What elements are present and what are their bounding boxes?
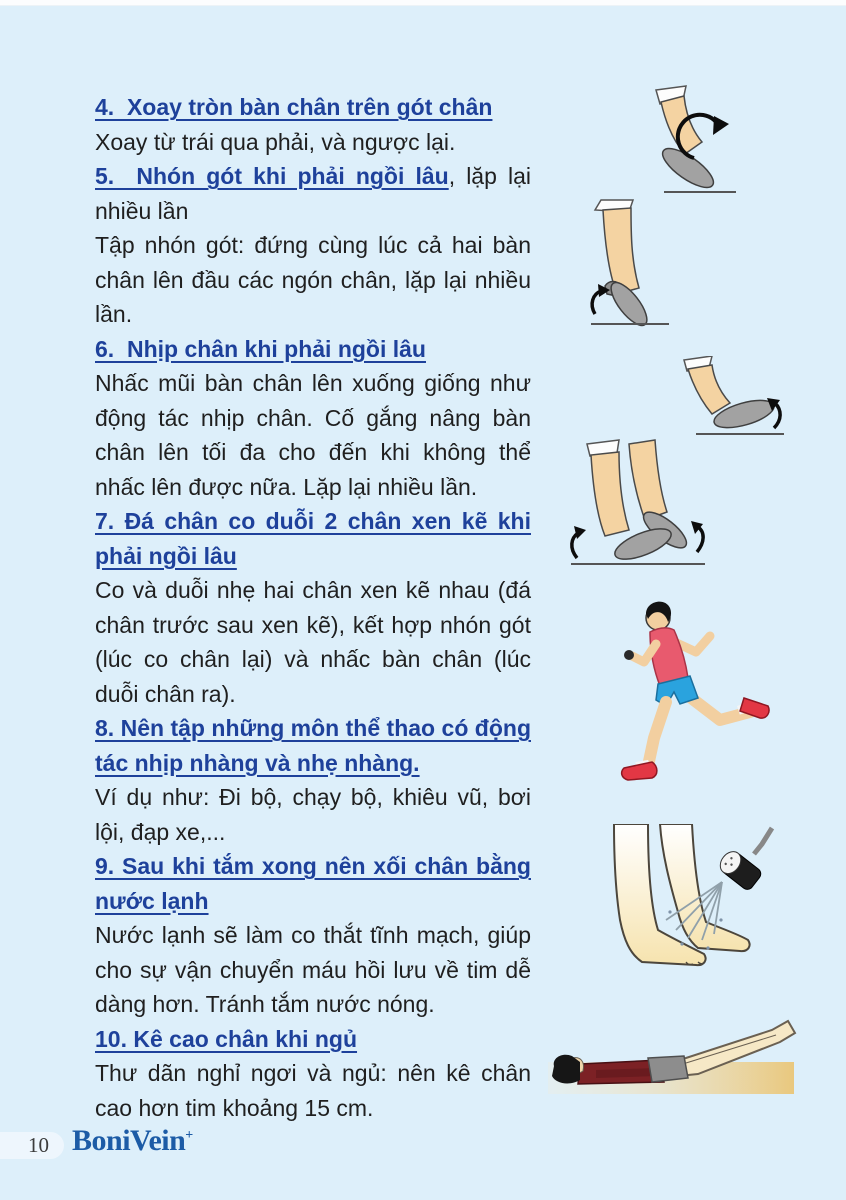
section-heading-5: 5. Nhón gót khi phải ngồi lâu, lặp lại nhiều lần [95,163,532,224]
foot-tap-illustration [668,356,788,448]
section-body-9: Nước lạnh sẽ làm co thắt tĩnh mạch, giúp cho sự vận chuyển máu hồi lưu về tim dễ dàng hơn. Tránh tắm nước nóng. [95,922,531,1017]
section-heading-8: 8. Nên tập những môn thể thao có động tác nhịp nhàng và nhẹ nhàng. [95,715,531,776]
section-heading-9: 9. Sau khi tắm xong nên xối chân bằng nước lạnh [95,853,531,914]
bonivein-logo [72,1124,193,1158]
section-body-10: Thư dãn nghỉ ngơi và ngủ: nên kê chân cao hơn tim khoảng 15 cm. [95,1060,531,1121]
foot-rotation-illustration [628,84,738,202]
section-body-7: Co và duỗi nhẹ hai chân xen kẽ nhau (đá chân trước sau xen kẽ), kết hợp nhón gót (lúc co chân lại) và nhấc bàn chân (lúc duỗi chân ra). [95,577,531,707]
jogging-man-illustration [610,598,770,788]
section-body-5: Tập nhón gót: đứng cùng lúc cả hai bàn chân lên đầu các ngón chân, lặp lại nhiều lần. [95,232,531,327]
bonivein-logo-plus: + [185,1128,193,1143]
section-heading-10: 10. Kê cao chân khi ngủ [95,1025,358,1052]
section-body-8: Ví dụ như: Đi bộ, chạy bộ, khiêu vũ, bơi lội, đạp xe,... [95,784,531,845]
alternating-feet-illustration [563,438,711,574]
text-column [95,90,531,1125]
section-heading-7: 7. Đá chân co duỗi 2 chân xen kẽ khi phải ngồi lâu [95,508,531,569]
heel-raise-illustration [585,198,673,330]
section-heading-6: 6. Nhịp chân khi phải ngồi lâu [95,335,426,362]
page-number: 10 [28,1133,49,1157]
section-body-4: Xoay từ trái qua phải, và ngược lại. [95,128,456,155]
bonivein-logo-text: BoniVein [72,1124,186,1157]
legs-elevated-illustration [536,1016,804,1102]
cold-shower-feet-illustration [600,824,778,976]
section-heading-4: 4. Xoay tròn bàn chân trên gót chân [95,94,493,120]
section-body-6: Nhấc mũi bàn chân lên xuống giống như động tác nhịp chân. Cố gắng nâng bàn chân lên tối đa cho đến khi không thể nhấc lên được nữa. Lặp lại nhiều lần. [95,370,531,500]
page-top-edge [0,0,846,6]
